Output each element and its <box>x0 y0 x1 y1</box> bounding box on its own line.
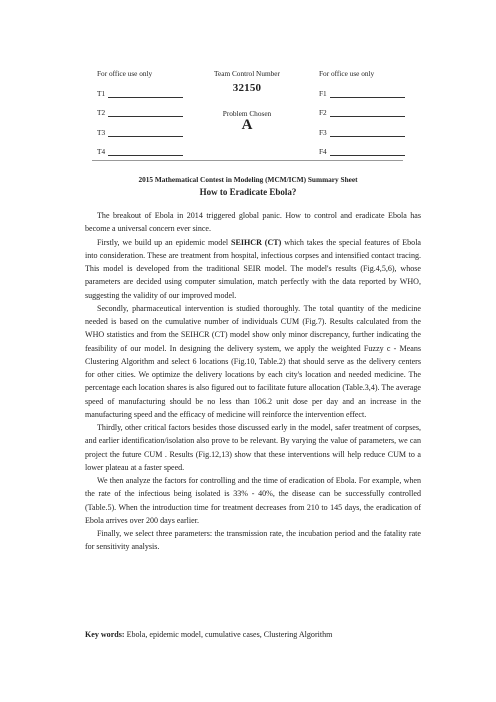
office-slot-f1: F1 <box>319 88 405 98</box>
office-slot-t1: T1 <box>97 88 183 98</box>
keywords <box>85 630 421 639</box>
office-slot-t3: T3 <box>97 127 183 137</box>
summary-body <box>85 209 421 554</box>
paragraph-other-factors: Thirdly, other critical factors besides those discussed early in the model, safer treatment of corpses, and earlier identification/isolation also prove to be relevant. By varying the value of parameters, we can project the future CUM . Results (Fig.12,13) show that these interventions will help reduce CUM to a lower plateau at a faster speed. <box>85 423 421 472</box>
header-divider <box>92 160 403 161</box>
paper-title: How to Eradicate Ebola? <box>199 187 297 197</box>
paragraph-pharmaceutical: Secondly, pharmaceutical intervention is studied thoroughly. The total quantity of the medicine needed is based on the cumulative number of individuals CUM (Fig.7). Results calculated from the WHO statistics and from the SEIHCR (CT) model show only minor discrepancy, further indicating the feasibility of our model. In designing the delivery system, we apply the weighted Fuzzy c - Means Clustering Algorithm and select 6 locations (Fig.10, Table.2) that should serve as the delivery centers for other cities. We optimize the delivery locations by each city's location and needed medicine. The percentage each location shares is also figured out to facilitate future allocation (Table.3,4). The average speed of manufacturing should be no less than 106.2 unit dose per day and an increase in the manufacturing speed and the efficacy of medicine will reinforce the intervention effect. <box>85 303 421 419</box>
office-slot-f2: F2 <box>319 107 405 117</box>
paragraph-eradication: We then analyze the factors for controlling and the time of eradication of Ebola. For example, when the rate of the infectious being isolated is 33% - 40%, the disease can be successfully controlled (Table.5). When the introduction time for treatment decreases from 210 to 145 days, the eradication of Ebola arrives over 200 days earlier. <box>85 476 421 525</box>
paragraph-model: Firstly, we build up an epidemic model SEIHCR (CT) which takes the special features of Ebola into consideration. These are treatment from hospital, infectious corpses and intensified contact tracing. This model is developed from the traditional SEIR model. The model's results (Fig.4,5,6), whose parameters are decided using computer simulation, match perfectly with the data reported by WHO, suggesting the validity of our improved model. <box>85 237 422 300</box>
office-slot-t4: T4 <box>97 146 183 156</box>
team-control-label: Team Control Number <box>214 69 280 78</box>
team-control-block <box>207 69 287 132</box>
office-use-left <box>97 69 183 156</box>
office-use-right <box>319 69 405 156</box>
contest-line: 2015 Mathematical Contest in Modeling (MCM/ICM) Summary Sheet <box>138 175 358 184</box>
office-slot-f3: F3 <box>319 127 405 137</box>
keywords-label: Key words: <box>85 630 125 639</box>
office-slot-f4: F4 <box>319 146 405 156</box>
keywords-text: Ebola, epidemic model, cumulative cases, Clustering Algorithm <box>124 630 333 639</box>
problem-chosen-value: A <box>241 117 253 133</box>
office-use-label-left: For office use only <box>97 69 153 78</box>
office-use-label-right: For office use only <box>319 69 375 78</box>
paragraph-sensitivity: Finally, we select three parameters: the transmission rate, the incubation period and the fatality rate for sensitivity analysis. <box>85 529 421 552</box>
office-header <box>97 69 407 156</box>
office-slot-t2: T2 <box>97 107 183 117</box>
model-name: SEIHCR (CT) <box>231 237 282 247</box>
paragraph-intro: The breakout of Ebola in 2014 triggered global panic. How to control and eradicate Ebola has become a universal concern ever since. <box>85 211 421 234</box>
team-control-number: 32150 <box>232 82 262 94</box>
problem-chosen-label: Problem Chosen <box>222 109 272 118</box>
